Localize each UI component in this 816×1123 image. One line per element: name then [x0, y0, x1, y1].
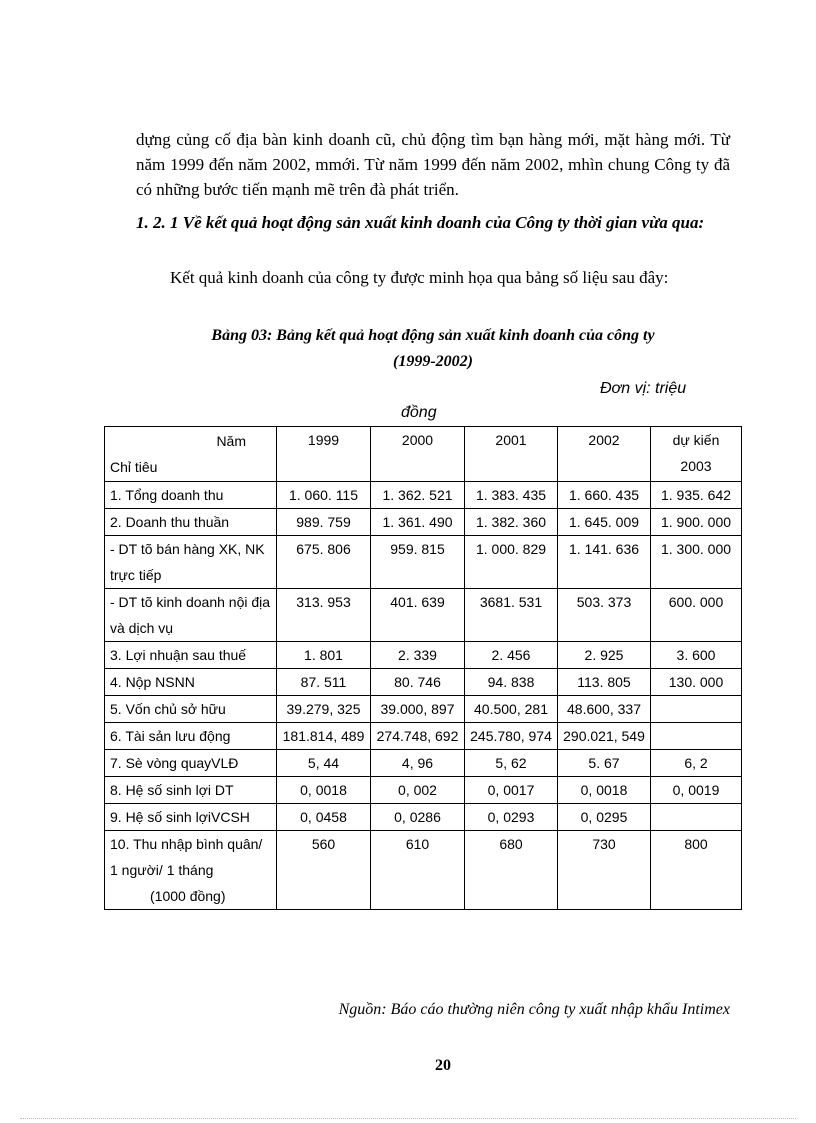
row-label-text: 10. Thu nhập bình quân/ 1 người/ 1 tháng — [110, 836, 263, 878]
row-value: 274.748, 692 — [371, 723, 465, 750]
row-value: 0, 0286 — [371, 804, 465, 831]
row-label — [105, 482, 277, 509]
section-heading: 1. 2. 1 Về kết quả hoạt động sản xuất kinh doanh của Công ty thời gian vừa qua: — [136, 213, 705, 232]
table-caption — [136, 323, 730, 375]
row-label — [105, 509, 277, 536]
row-value: 1. 383. 435 — [465, 482, 558, 509]
row-value: 800 — [651, 831, 742, 910]
row-value: 1. 000. 829 — [465, 536, 558, 589]
row-value: 1. 382. 360 — [465, 509, 558, 536]
table-row — [105, 536, 742, 589]
row-label-unit: (1000 đồng) — [150, 888, 226, 904]
table-header-row — [105, 427, 742, 482]
row-value: 5, 44 — [277, 750, 371, 777]
header-forecast-year: 2003 — [680, 458, 712, 474]
table-caption-period: (1999-2002) — [393, 353, 473, 370]
table-row — [105, 669, 742, 696]
row-value: 1. 141. 636 — [558, 536, 651, 589]
table-row — [105, 723, 742, 750]
unit-label-cont: đồng — [401, 404, 437, 421]
table-row — [105, 750, 742, 777]
row-value: 0, 002 — [371, 777, 465, 804]
row-value: 3681. 531 — [465, 589, 558, 642]
row-value: 313. 953 — [277, 589, 371, 642]
row-value — [651, 696, 742, 723]
row-value: 560 — [277, 831, 371, 910]
row-value: 6, 2 — [651, 750, 742, 777]
intro-paragraph: dựng củng cố địa bàn kinh doanh cũ, chủ động tìm bạn hàng mới, mặt hàng mới. Từ năm 1999 đến năm 2002, mmới. Từ năm 1999 đến năm 2002, mhìn chung Công ty đã có những bước tiến mạnh mẽ trên đà phát triển. — [136, 130, 730, 199]
row-label-text: 3. Lợi nhuận sau thuế — [110, 647, 247, 663]
row-value: 40.500, 281 — [465, 696, 558, 723]
header-year: 2002 — [558, 427, 651, 482]
row-value: 130. 000 — [651, 669, 742, 696]
row-value: 5, 62 — [465, 750, 558, 777]
row-label — [105, 696, 277, 723]
row-label-text: - DT tõ kinh doanh nội địa và dịch vụ — [110, 594, 271, 636]
row-value: 80. 746 — [371, 669, 465, 696]
row-label-text: 6. Tài sản lưu động — [110, 728, 231, 744]
row-label-text: - DT tõ bán hàng XK, NK trực tiếp — [110, 541, 265, 583]
row-value: 290.021, 549 — [558, 723, 651, 750]
table-row — [105, 642, 742, 669]
header-forecast — [651, 427, 742, 482]
row-label-text: 8. Hệ số sinh lợi DT — [110, 782, 234, 798]
row-label — [105, 589, 277, 642]
row-label-text: 2. Doanh thu thuần — [110, 514, 230, 530]
table-row — [105, 482, 742, 509]
row-label — [105, 536, 277, 589]
row-value: 1. 361. 490 — [371, 509, 465, 536]
table-row — [105, 509, 742, 536]
row-value: 181.814, 489 — [277, 723, 371, 750]
header-year: 1999 — [277, 427, 371, 482]
row-label-text: 1. Tổng doanh thu — [110, 487, 224, 503]
row-label — [105, 804, 277, 831]
row-value: 87. 511 — [277, 669, 371, 696]
unit-label: Đơn vị: triệu — [600, 380, 687, 397]
table-caption-title: Bảng 03: Bảng kết quả hoạt động sản xuất kinh doanh của công ty — [211, 327, 655, 344]
row-value: 48.600, 337 — [558, 696, 651, 723]
row-value: 245.780, 974 — [465, 723, 558, 750]
row-label — [105, 750, 277, 777]
row-value: 5. 67 — [558, 750, 651, 777]
row-value: 0, 0018 — [277, 777, 371, 804]
row-value: 0, 0019 — [651, 777, 742, 804]
row-value: 1. 645. 009 — [558, 509, 651, 536]
table-row — [105, 589, 742, 642]
row-value: 2. 339 — [371, 642, 465, 669]
source-note: Nguồn: Báo cáo thường niên công ty xuất nhập khẩu Intimex — [338, 1001, 730, 1018]
row-label — [105, 723, 277, 750]
row-value: 959. 815 — [371, 536, 465, 589]
table-row — [105, 696, 742, 723]
row-value: 600. 000 — [651, 589, 742, 642]
row-value: 730 — [558, 831, 651, 910]
row-value: 3. 600 — [651, 642, 742, 669]
row-value — [651, 804, 742, 831]
row-value: 1. 060. 115 — [277, 482, 371, 509]
row-value: 0, 0295 — [558, 804, 651, 831]
row-value: 94. 838 — [465, 669, 558, 696]
row-value: 39.000, 897 — [371, 696, 465, 723]
row-value: 610 — [371, 831, 465, 910]
header-indicator-label: Chỉ tiêu — [110, 459, 158, 475]
page-number: 20 — [435, 1057, 451, 1074]
header-year: 2000 — [371, 427, 465, 482]
row-value: 4, 96 — [371, 750, 465, 777]
row-label-text: 4. Nộp NSNN — [110, 674, 195, 690]
row-value — [651, 723, 742, 750]
row-value: 0, 0458 — [277, 804, 371, 831]
row-value: 1. 900. 000 — [651, 509, 742, 536]
row-label — [105, 669, 277, 696]
header-year: 2001 — [465, 427, 558, 482]
row-value: 503. 373 — [558, 589, 651, 642]
row-label — [105, 777, 277, 804]
header-corner-cell — [105, 427, 277, 482]
table-row — [105, 777, 742, 804]
row-value: 989. 759 — [277, 509, 371, 536]
row-label — [105, 642, 277, 669]
table-row — [105, 831, 742, 910]
row-value: 0, 0017 — [465, 777, 558, 804]
row-value: 0, 0293 — [465, 804, 558, 831]
row-label — [105, 831, 277, 910]
row-value: 680 — [465, 831, 558, 910]
row-value: 1. 801 — [277, 642, 371, 669]
row-label-text: 9. Hệ số sinh lợiVCSH — [110, 809, 250, 825]
row-value: 39.279, 325 — [277, 696, 371, 723]
row-value: 2. 456 — [465, 642, 558, 669]
row-value: 0, 0018 — [558, 777, 651, 804]
results-table — [104, 426, 742, 910]
header-year-label: Năm — [216, 433, 246, 449]
row-value: 2. 925 — [558, 642, 651, 669]
header-forecast-label: dự kiến — [672, 432, 720, 448]
table-body — [105, 482, 742, 910]
row-value: 1. 935. 642 — [651, 482, 742, 509]
row-value: 1. 660. 435 — [558, 482, 651, 509]
row-value: 675. 806 — [277, 536, 371, 589]
row-value: 1. 362. 521 — [371, 482, 465, 509]
row-value: 1. 300. 000 — [651, 536, 742, 589]
table-row — [105, 804, 742, 831]
row-value: 401. 639 — [371, 589, 465, 642]
row-label-text: 5. Vốn chủ sở hữu — [110, 701, 226, 717]
page-bottom-rule — [20, 1118, 796, 1119]
row-value: 113. 805 — [558, 669, 651, 696]
lead-paragraph: Kết quả kinh doanh của công ty được minh họa qua bảng số liệu sau đây: — [170, 268, 669, 287]
row-label-text: 7. Sè vòng quayVLĐ — [110, 755, 239, 771]
